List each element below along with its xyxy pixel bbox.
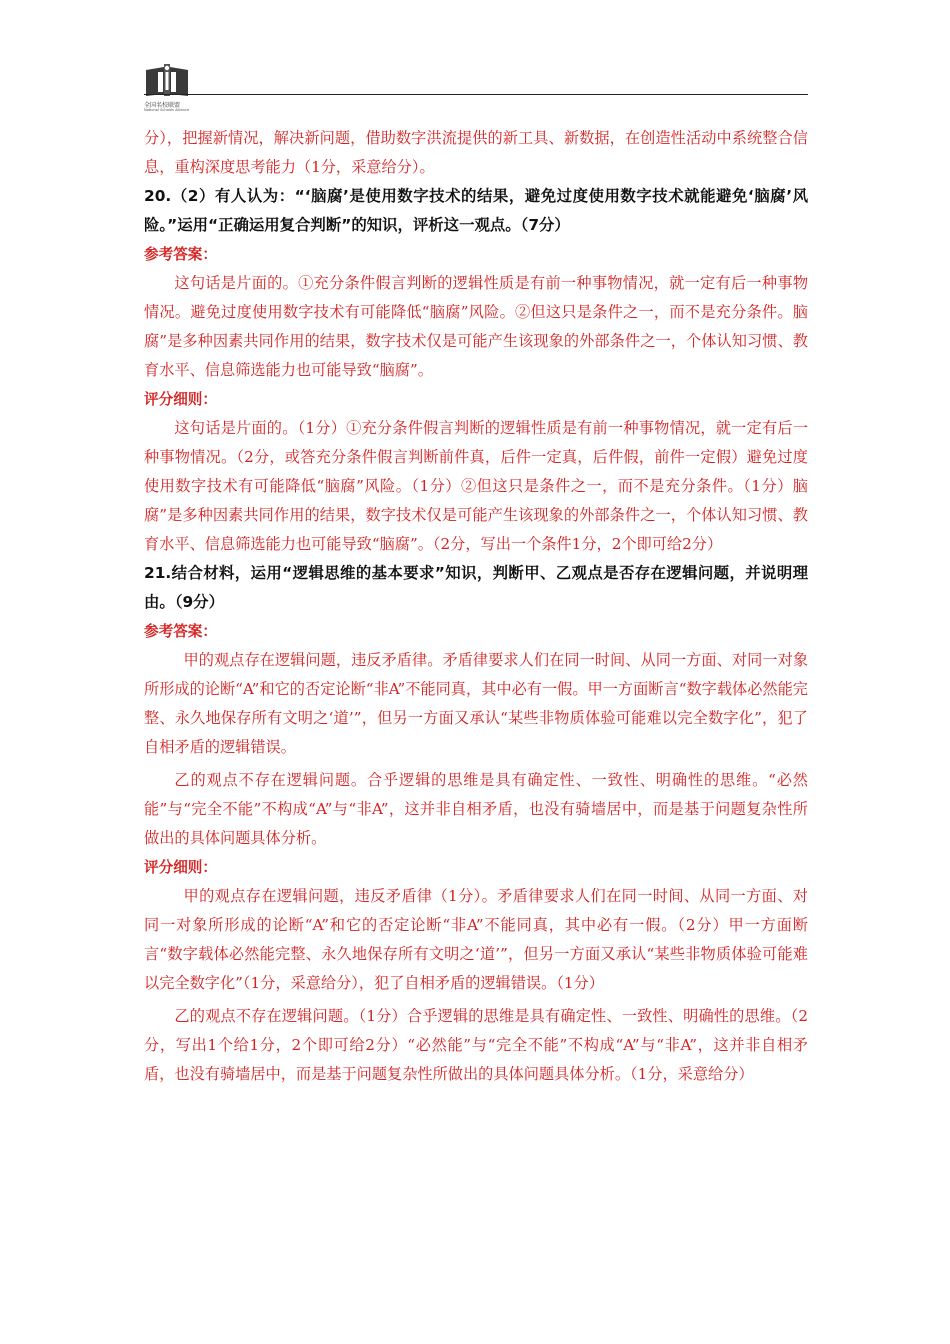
school-alliance-logo <box>144 62 190 112</box>
q20-scoring-rules-label: 评分细则： <box>144 391 217 408</box>
q21-scoring-rules-label: 评分细则： <box>144 859 217 876</box>
question-20-2: 20.（2）有人认为：“‘脑腐’是使用数字技术的结果，避免过度使用数字技术就能避免‘脑腐’风险。”运用“正确运用复合判断”的知识，评析这一观点。（7分） <box>144 187 808 234</box>
q20-reference-answer: 这句话是片面的。①充分条件假言判断的逻辑性质是有前一种事物情况，就一定有后一种事物情况。避免过度使用数字技术有可能降低“脑腐”风险。②但这只是条件之一，而不是充分条件。脑腐”是多种因素共同作用的结果，数字技术仅是可能产生该现象的外部条件之一，个体认知习惯、教育水平、信息筛选能力也可能导致“脑腐”。 <box>144 274 808 379</box>
logo-english-text: National Schools Alliance <box>144 108 190 112</box>
q21-reference-answer-jia: 甲的观点存在逻辑问题，违反矛盾律。矛盾律要求人们在同一时间、从同一方面、对同一对象所形成的论断“A”和它的否定论断“非A”不能同真，其中必有一假。甲一方面断言“数字载体必然能完整、永久地保存所有文明之‘道’”，但另一方面又承认“某些非物质体验可能难以完全数字化”，犯了自相矛盾的逻辑错误。 <box>144 651 808 756</box>
header-divider <box>144 94 808 95</box>
continued-answer-paragraph: 分），把握新情况，解决新问题，借助数字洪流提供的新工具、新数据，在创造性活动中系统整合信息，重构深度思考能力（1分，采意给分）。 <box>144 129 808 176</box>
q21-reference-answer-label: 参考答案： <box>144 623 217 640</box>
page-header <box>144 62 808 112</box>
q21-scoring-rules-jia: 甲的观点存在逻辑问题，违反矛盾律（1分）。矛盾律要求人们在同一时间、从同一方面、对同一对象所形成的论断“A”和它的否定论断“非A”不能同真，其中必有一假。（2分）甲一方面断言“数字载体必然能完整、永久地保存所有文明之‘道’”，但另一方面又承认“某些非物质体验可能难以完全数字化”（1分，采意给分），犯了自相矛盾的逻辑错误。（1分） <box>144 887 808 992</box>
q21-scoring-rules-yi: 乙的观点不存在逻辑问题。（1分）合乎逻辑的思维是具有确定性、一致性、明确性的思维。（2分，写出1个给1分，2个即可给2分）“必然能”与“完全不能”不构成“A”与“非A”，这并非自相矛盾，也没有骑墙居中，而是基于问题复杂性所做出的具体问题具体分析。（1分，采意给分） <box>144 1007 808 1083</box>
logo-chinese-text: 全国名校联盟 <box>144 102 181 109</box>
q21-reference-answer-yi: 乙的观点不存在逻辑问题。合乎逻辑的思维是具有确定性、一致性、明确性的思维。“必然能”与“完全不能”不构成“A”与“非A”，这并非自相矛盾，也没有骑墙居中，而是基于问题复杂性所做出的具体问题具体分析。 <box>144 771 808 847</box>
question-21: 21.结合材料，运用“逻辑思维的基本要求”知识，判断甲、乙观点是否存在逻辑问题，并说明理由。（9分） <box>144 564 808 611</box>
page-content <box>144 124 808 1089</box>
q20-reference-answer-label: 参考答案： <box>144 246 217 263</box>
q20-scoring-rules: 这句话是片面的。（1分）①充分条件假言判断的逻辑性质是有前一种事物情况，就一定有后一种事物情况。（2分，或答充分条件假言判断前件真，后件一定真，后件假，前件一定假）避免过度使用数字技术有可能降低“脑腐”风险。（1分）②但这只是条件之一，而不是充分条件。（1分）脑腐”是多种因素共同作用的结果，数字技术仅是可能产生该现象的外部条件之一，个体认知习惯、教育水平、信息筛选能力也可能导致“脑腐”。（2分，写出一个条件1分，2个即可给2分） <box>144 419 808 553</box>
